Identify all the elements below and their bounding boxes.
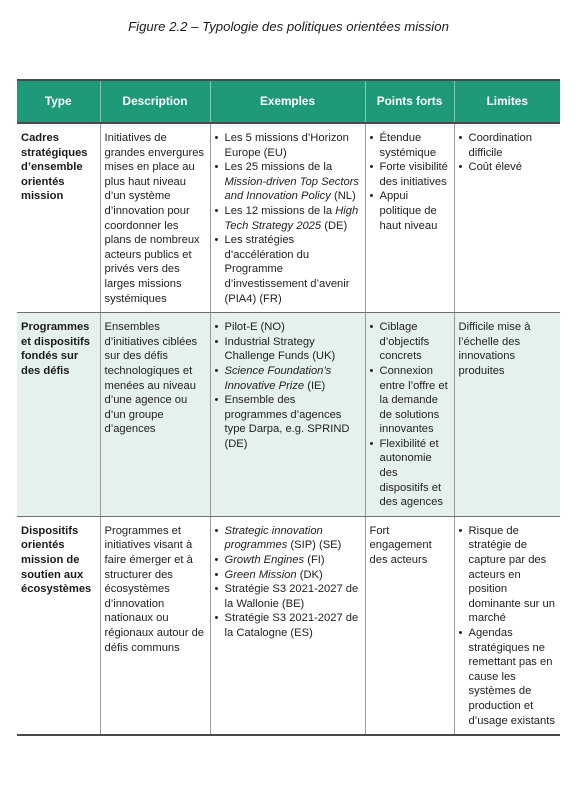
description-cell: Ensembles d’initiatives ciblées sur des défis technologiques et menées au niveau d’une agence ou d’un groupe d’agences [100,313,210,517]
example-text: Ensemble des programmes d’agences type Darpa, e.g. SPRIND (DE) [224,394,350,450]
list-item: • Connexion entre l’offre et la demande de solutions innovantes [370,364,450,437]
type-cell: Cadres stratégiques d’ensemble orientés mission [17,123,100,313]
limits-text: Difficile mise à l’échelle des innovations produites [458,321,531,377]
example-text: Les 5 missions d’Horizon Europe (EU) [224,132,349,159]
column-header-description: Description [100,80,210,123]
list-item: • Appui politique de haut niveau [370,189,450,233]
examples-cell [210,123,365,313]
type-cell: Dispositifs orientés mission de soutien aux écosystèmes [17,516,100,735]
list-item: • Agendas stratégiques ne remettant pas en cause les systèmes de production et d’usage existants [459,626,557,728]
policy-typology-table [17,79,560,736]
example-title: Strategic innovation programmes [224,524,323,552]
list-item: • Risque de stratégie de capture par des acteurs en position dominante sur un marché [459,524,557,626]
limits-cell [454,313,560,517]
list-item: • Forte visibilité des initiatives [370,160,450,189]
examples-list [215,320,361,451]
examples-cell [210,516,365,735]
example-item [215,524,361,553]
description-cell: Programmes et initiatives visant à faire émerger et à structurer des écosystèmes d’innovation nationaux ou régionaux autour de défis communs [100,516,210,735]
examples-list [215,131,361,306]
example-title: Green Mission [224,568,297,581]
list-item: • Flexibilité et autonomie des dispositifs et des agences [370,437,450,510]
example-item [215,393,361,451]
example-text: (NL) [330,190,356,203]
column-header-limits: Limites [454,80,560,123]
example-text: Stratégie S3 2021-2027 de la Catalogne (ES) [224,612,359,639]
strengths-cell [365,123,454,313]
example-text: Les 25 missions de la [224,161,333,174]
example-text: Les stratégies d’accélération du Programme d’investissement d’avenir (PIA4) (FR) [224,234,350,305]
example-item [215,204,361,233]
example-item [215,364,361,393]
example-title: Science Foundation’s Innovative Prize [224,364,332,392]
example-item [215,553,361,568]
examples-cell [210,313,365,517]
table-row [17,516,560,735]
type-cell: Programmes et dispositifs fondés sur des défis [17,313,100,517]
column-header-strengths: Points forts [365,80,454,123]
example-text: (FI) [304,554,325,567]
example-text: Les 12 missions de la [224,204,336,217]
table-row [17,313,560,517]
example-item [215,582,361,611]
example-text: (SIP) (SE) [287,539,342,552]
example-item [215,233,361,306]
limits-cell [454,516,560,735]
strengths-list [370,131,450,233]
example-item [215,611,361,640]
strengths-cell [365,313,454,517]
strengths-cell [365,516,454,735]
list-item: • Ciblage d’objectifs concrets [370,320,450,364]
example-text: Industrial Strategy Challenge Funds (UK) [224,335,336,363]
table-row [17,123,560,313]
example-text: (DK) [296,568,323,581]
example-title: Growth Engines [224,554,305,567]
column-header-type: Type [17,80,100,123]
example-text: (DE) [321,219,348,232]
limits-list [459,524,557,728]
example-text: (IE) [304,379,326,392]
list-item: • Étendue systémique [370,131,450,160]
example-title: Mission-driven Top Sectors and Innovation Policy [224,175,360,203]
example-item [215,320,361,335]
limits-cell [454,123,560,313]
example-text: Stratégie S3 2021-2027 de la Wallonie (BE) [224,583,359,610]
example-text: Pilot-E (NO) [224,321,285,334]
description-cell: Initiatives de grandes envergures mises en place au plus haut niveau d’un système d’innovation pour coordonner les plans de nombreux acteurs publics et privés vers des larges missions systémiques [100,123,210,313]
list-item: • Coût élevé [459,160,557,175]
example-item [215,335,361,364]
example-item [215,160,361,204]
limits-list [459,131,557,175]
example-title: High Tech Strategy 2025 [224,204,359,232]
strengths-text: Fort engagement des acteurs [369,524,432,567]
example-item [215,568,361,583]
examples-list [215,524,361,641]
column-header-examples: Exemples [210,80,365,123]
header-row [17,80,560,123]
strengths-list [370,320,450,510]
example-item [215,131,361,160]
list-item: • Coordination difficile [459,131,557,160]
figure-caption: Figure 2.2 – Typologie des politiques orientées mission [128,19,449,34]
